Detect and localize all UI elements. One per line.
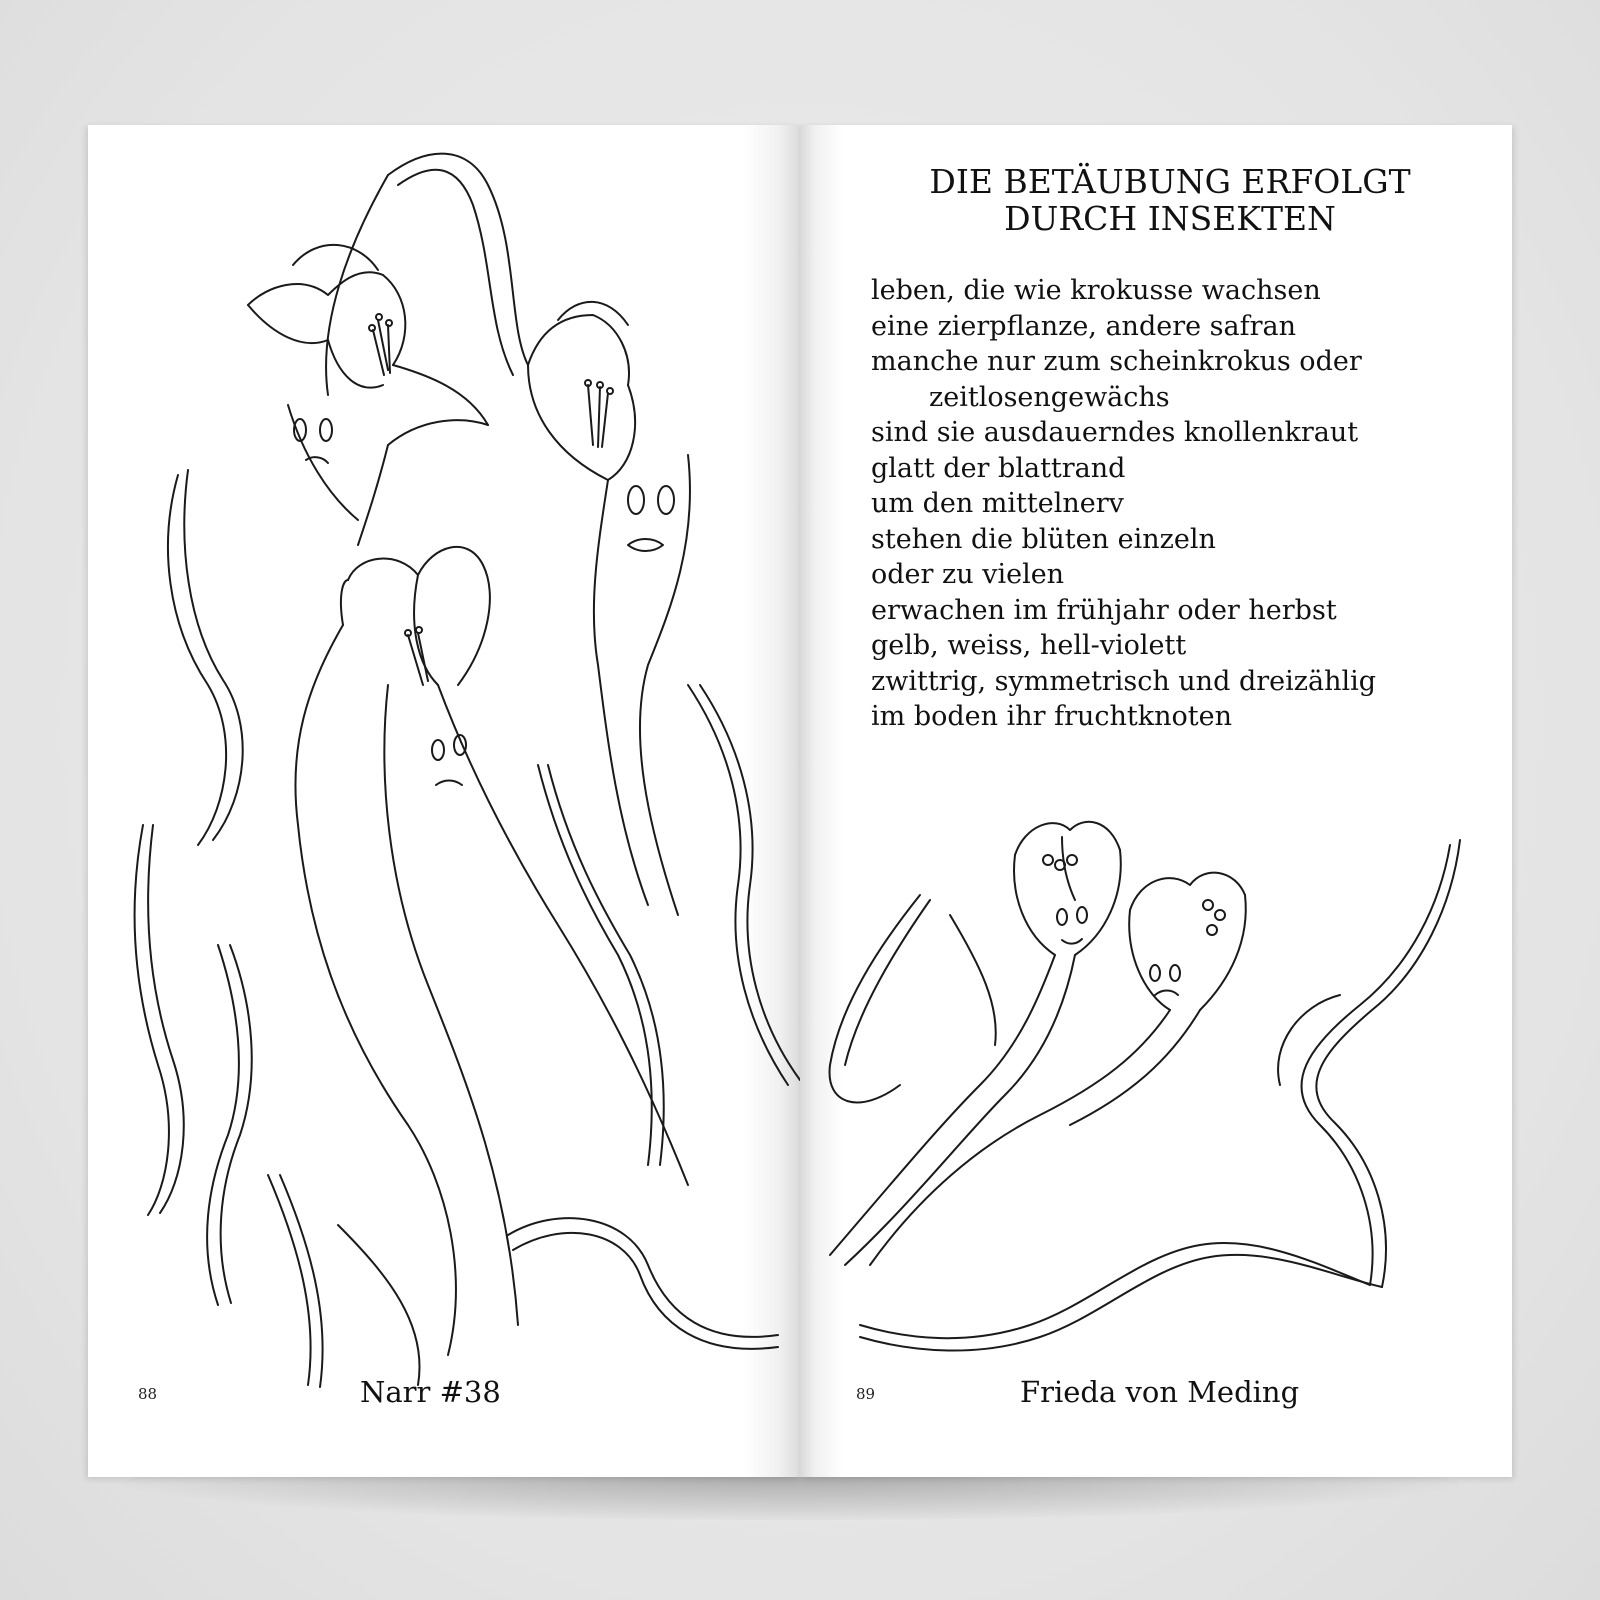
poem-line: zeitlosengewächs: [929, 381, 1170, 413]
footer-title: Narr #38: [360, 1375, 501, 1409]
poem-line: glatt der blattrand: [871, 452, 1126, 484]
right-page: [800, 125, 1512, 1477]
left-page: [88, 125, 800, 1477]
poem-title-line: DURCH INSEKTEN: [1004, 199, 1336, 238]
poem-line: sind sie ausdauerndes knollenkraut: [871, 417, 1359, 448]
page-number: 88: [138, 1385, 158, 1403]
page-number: 89: [856, 1385, 876, 1403]
poem-line: stehen die blüten einzeln: [871, 523, 1216, 555]
poem-line: im boden ihr fruchtknoten: [871, 701, 1232, 732]
crocus-pair-drawing-icon: [800, 125, 1512, 1477]
poem-line: gelb, weiss, hell-violett: [871, 630, 1187, 661]
poem-line: eine zierpflanze, andere safran: [871, 310, 1297, 342]
poem-line: um den mittelnerv: [871, 488, 1124, 519]
crocus-figures-drawing-icon: [88, 125, 800, 1477]
poem-title-line: DIE BETÄUBUNG ERFOLGT: [929, 162, 1411, 201]
poem-line: manche nur zum scheinkrokus oder: [871, 346, 1362, 377]
poem-line: leben, die wie krokusse wachsen: [871, 275, 1321, 306]
poem-line: oder zu vielen: [871, 559, 1065, 590]
poem-line: erwachen im frühjahr oder herbst: [871, 594, 1337, 626]
footer-title: Frieda von Meding: [1020, 1375, 1300, 1409]
poem-line: zwittrig, symmetrisch und dreizählig: [871, 665, 1377, 697]
